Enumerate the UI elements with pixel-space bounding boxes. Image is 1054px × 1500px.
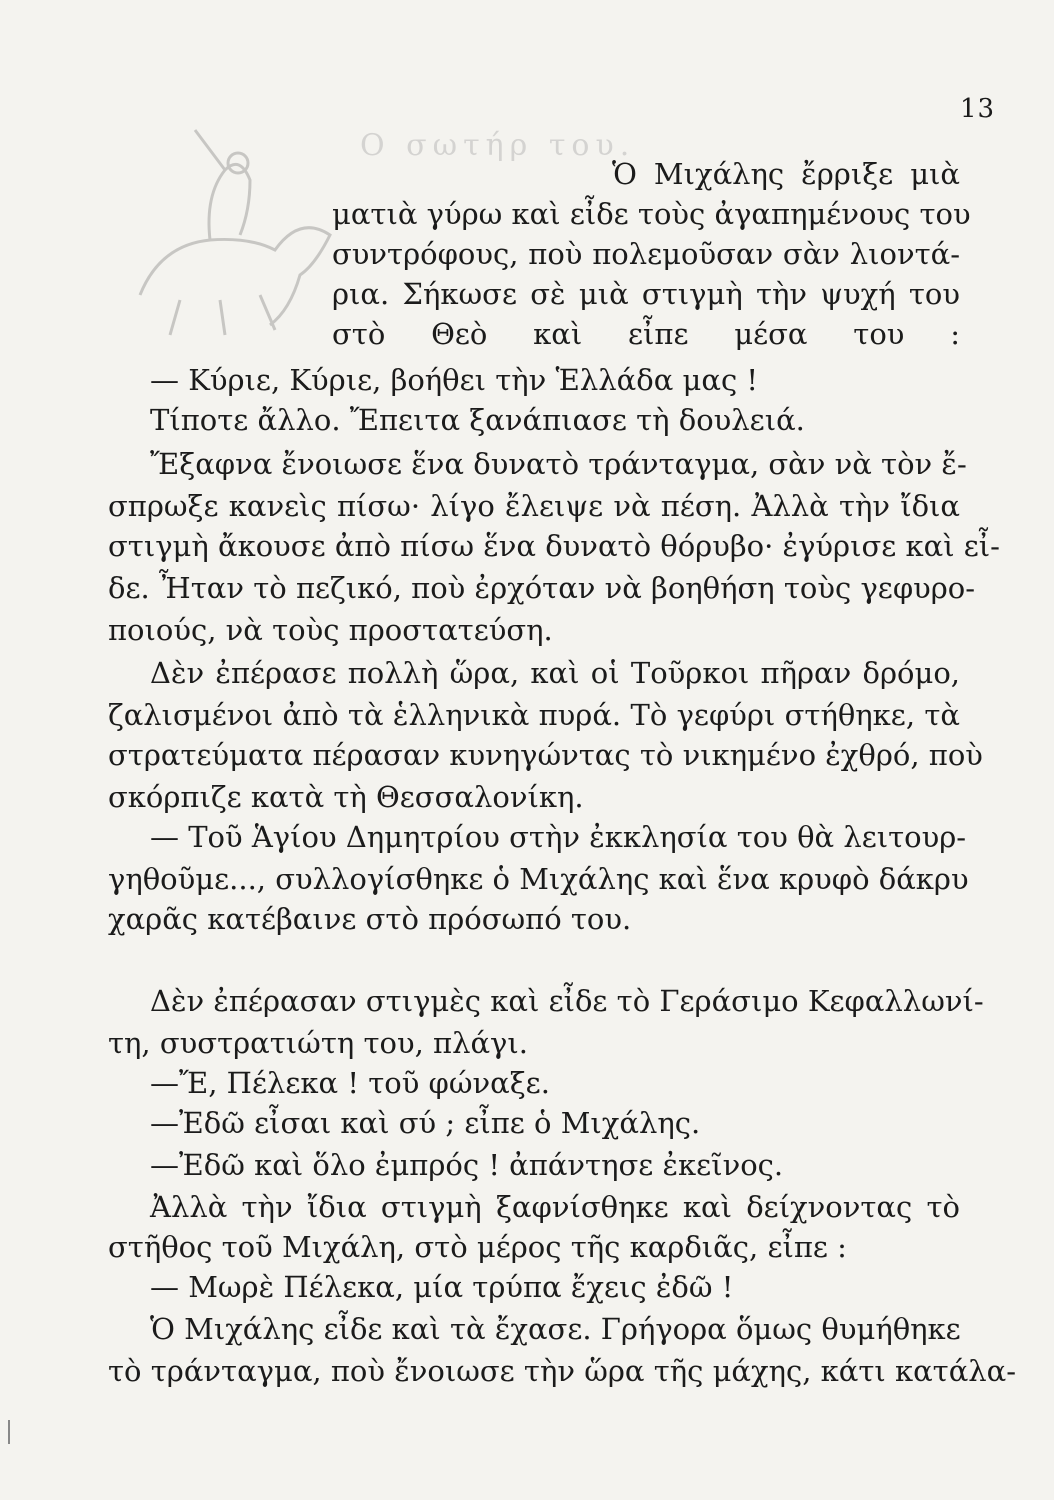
text-line: —Ἔ, Πέλεκα ! τοῦ φώναξε.: [150, 1066, 550, 1100]
text-line: Δὲν ἐπέρασε πολλὴ ὥρα, καὶ οἱ Τοῦρκοι πῆραν δρόμο,: [150, 656, 960, 690]
text-line: —Ἐδῶ καὶ ὅλο ἐμπρός ! ἀπάντησε ἐκεῖνος.: [150, 1148, 784, 1182]
text-line: Ὁ Μιχάλης ἔρριξε μιὰ: [612, 157, 960, 191]
text-line: γηθοῦμε..., συλλογίσθηκε ὁ Μιχάλης καὶ ἕνα κρυφὸ δάκρυ: [108, 862, 969, 896]
text-line: ποιούς, νὰ τοὺς προστατεύση.: [108, 613, 553, 647]
text-line: —Ἐδῶ εἶσαι καὶ σύ ; εἶπε ὁ Μιχάλης.: [150, 1106, 701, 1140]
text-line: σκόρπιζε κατὰ τὴ Θεσσαλονίκη.: [108, 780, 584, 814]
margin-mark: [8, 1420, 10, 1444]
page-number: 13: [960, 94, 996, 124]
text-line: σπρωξε κανεὶς πίσω· λίγο ἔλειψε νὰ πέση. Ἀλλὰ τὴν ἴδια: [108, 489, 960, 523]
text-line: Ἔξαφνα ἔνοιωσε ἕνα δυνατὸ τράνταγμα, σὰν νὰ τὸν ἔ-: [150, 447, 967, 481]
text-line: — Κύριε, Κύριε, βοήθει τὴν Ἑλλάδα μας !: [150, 363, 759, 397]
text-line: δε. Ἦταν τὸ πεζικό, ποὺ ἐρχόταν νὰ βοηθήση τοὺς γεφυρο-: [108, 571, 976, 605]
text-line: τὸ τράνταγμα, ποὺ ἔνοιωσε τὴν ὥρα τῆς μάχης, κάτι κατάλα-: [108, 1354, 1017, 1388]
text-line: Τίποτε ἄλλο. Ἔπειτα ξανάπιασε τὴ δουλειά.: [150, 403, 805, 437]
text-line: στὸ Θεὸ καὶ εἶπε μέσα του :: [332, 317, 960, 351]
horseman-vignette-illustration: [100, 125, 340, 340]
text-line: ζαλισμένοι ἀπὸ τὰ ἑλληνικὰ πυρά. Τὸ γεφύρι στήθηκε, τὰ: [108, 698, 960, 732]
text-line: Ὁ Μιχάλης εἶδε καὶ τὰ ἔχασε. Γρήγορα ὅμως θυμήθηκε: [150, 1312, 961, 1346]
text-line: ρια. Σήκωσε σὲ μιὰ στιγμὴ τὴν ψυχή του: [332, 277, 960, 311]
text-line: στιγμὴ ἄκουσε ἀπὸ πίσω ἕνα δυνατὸ θόρυβο· ἐγύρισε καὶ εἶ-: [108, 529, 1000, 563]
text-line: — Τοῦ Ἁγίου Δημητρίου στὴν ἐκκλησία του θὰ λειτουρ-: [150, 820, 967, 854]
text-line: στῆθος τοῦ Μιχάλη, στὸ μέρος τῆς καρδιᾶς, εἶπε :: [108, 1230, 847, 1264]
faded-caption: Ο σωτήρ του.: [360, 128, 636, 163]
text-line: Ἀλλὰ τὴν ἴδια στιγμὴ ξαφνίσθηκε καὶ δείχνοντας τὸ: [150, 1190, 960, 1224]
text-line: ματιὰ γύρω καὶ εἶδε τοὺς ἀγαπημένους του: [332, 197, 971, 231]
text-line: χαρᾶς κατέβαινε στὸ πρόσωπό του.: [108, 902, 632, 936]
text-line: Δὲν ἐπέρασαν στιγμὲς καὶ εἶδε τὸ Γεράσιμο Κεφαλλωνί-: [150, 984, 984, 1018]
text-line: στρατεύματα πέρασαν κυνηγώντας τὸ νικημένο ἐχθρό, ποὺ: [108, 738, 983, 772]
text-line: συντρόφους, ποὺ πολεμοῦσαν σὰν λιοντά-: [332, 237, 960, 271]
text-line: — Μωρὲ Πέλεκα, μία τρύπα ἔχεις ἐδῶ !: [150, 1270, 734, 1304]
text-line: τη, συστρατιώτη του, πλάγι.: [108, 1026, 528, 1060]
